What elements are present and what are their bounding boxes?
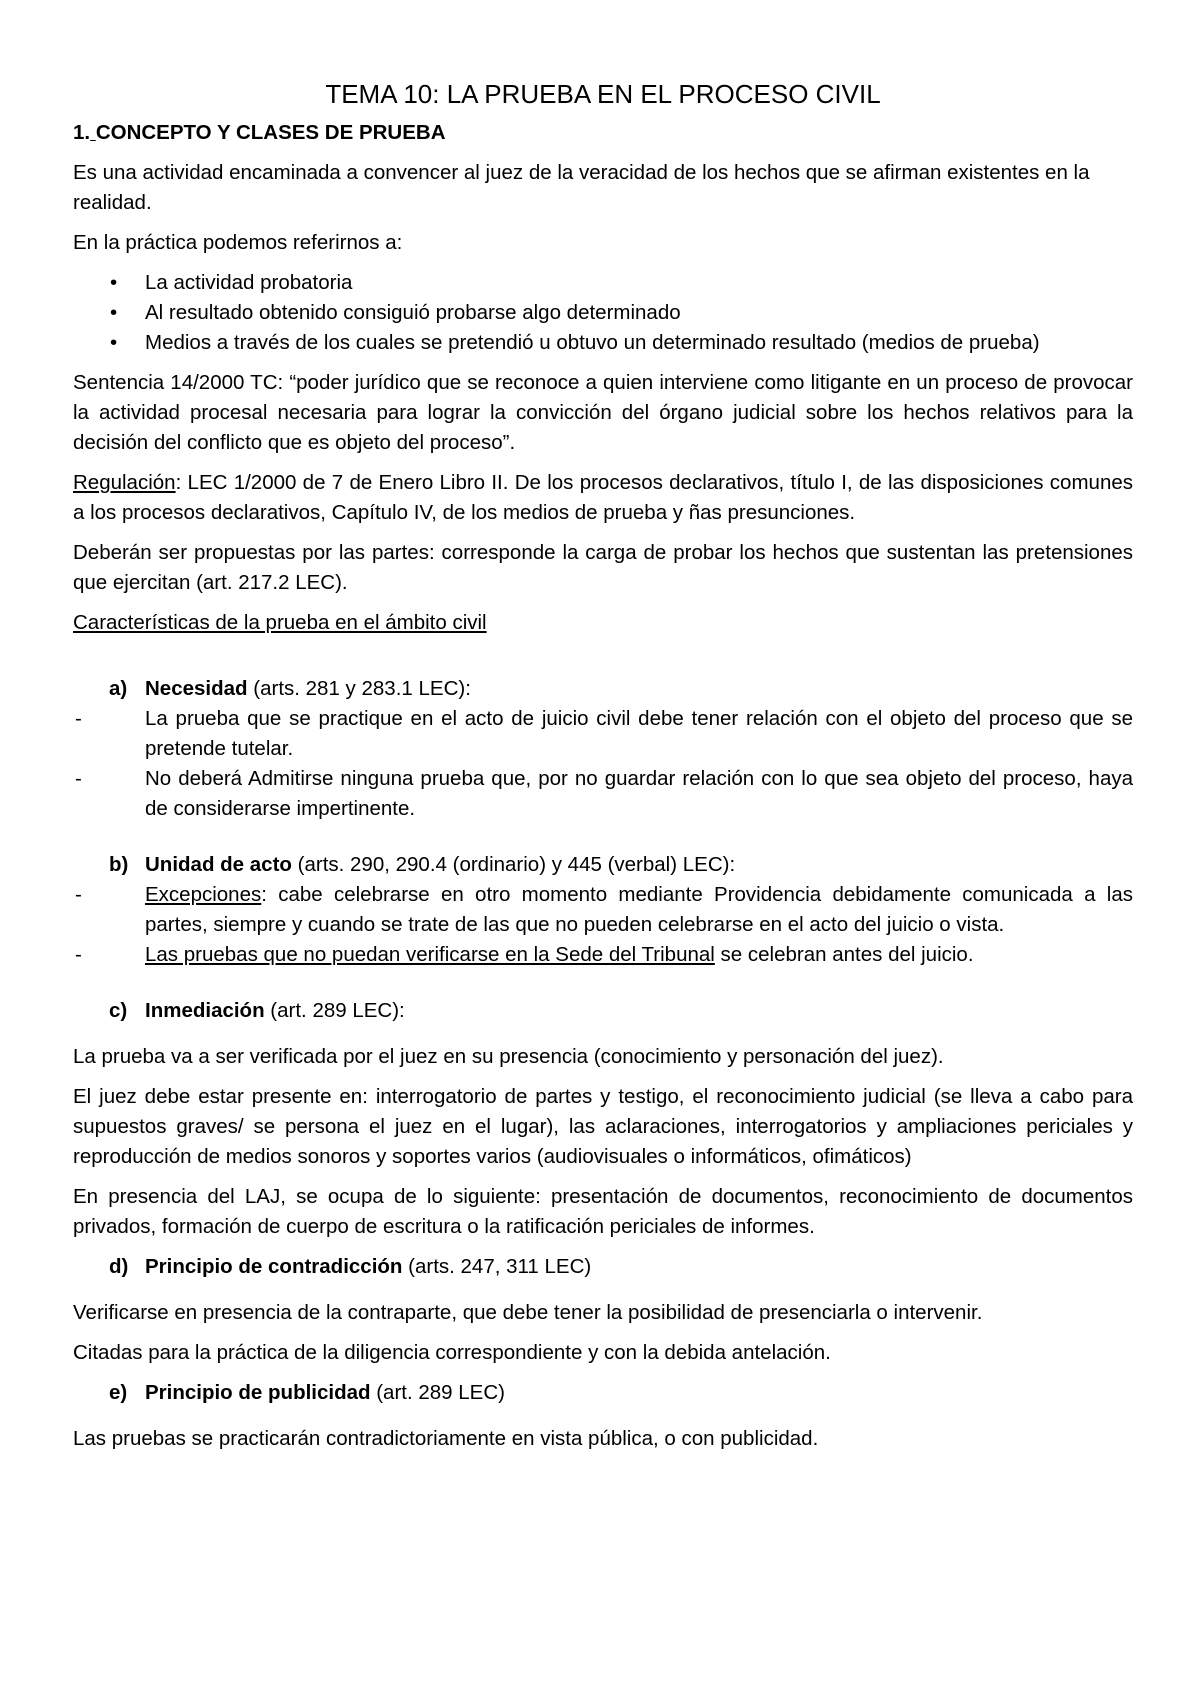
item-name: Necesidad — [145, 677, 248, 700]
list-item — [110, 268, 1133, 298]
spacer — [73, 648, 1133, 674]
caracteristicas-heading: Características de la prueba en el ámbito civil — [73, 611, 487, 634]
sentencia-paragraph: Sentencia 14/2000 TC: “poder jurídico que se reconoce a quien interviene como litigante en un proceso de provocar la actividad procesal necesaria para lograr la convicción del órgano judicial sobre los hechos relativos para la decisión del conflicto que es objeto del proceso”. — [73, 371, 1133, 454]
item-marker: d) — [109, 1255, 129, 1278]
document-body — [73, 76, 1133, 1464]
regulacion-label: Regulación — [73, 471, 176, 494]
item-name: Principio de contradicción — [145, 1255, 403, 1278]
regulacion-paragraph — [73, 468, 1133, 528]
dash-text: No deberá Admitirse ninguna prueba que, por no guardar relación con lo que sea objeto del proceso, haya de considerarse impertinente. — [145, 767, 1133, 820]
section-number: 1. — [73, 121, 91, 144]
contradiccion-paragraph-2: Citadas para la práctica de la diligencia correspondiente y con la debida antelación. — [73, 1341, 831, 1364]
dash-icon: - — [75, 883, 82, 906]
item-d — [73, 1252, 1133, 1282]
item-ref: (art. 289 LEC) — [370, 1381, 505, 1404]
item-name: Inmediación — [145, 999, 265, 1022]
dash-item — [73, 940, 1133, 970]
dash-icon: - — [75, 707, 82, 730]
section-heading — [73, 118, 1133, 148]
regulacion-text: : LEC 1/2000 de 7 de Enero Libro II. De los procesos declarativos, título I, de las disposiciones comunes a los procesos declarativos, Capítulo IV, de los medios de prueba y ñas presunciones. — [73, 471, 1133, 524]
contradiccion-paragraph-1: Verificarse en presencia de la contraparte, que debe tener la posibilidad de presenciarla o intervenir. — [73, 1301, 983, 1324]
item-c — [73, 996, 1133, 1026]
publicidad-paragraph-1: Las pruebas se practicarán contradictoriamente en vista pública, o con publicidad. — [73, 1427, 819, 1450]
item-marker: a) — [109, 677, 128, 700]
item-ref: (art. 289 LEC): — [264, 999, 405, 1022]
list-item — [110, 328, 1133, 358]
bullet-icon: • — [110, 331, 118, 354]
inmediacion-paragraph-1: La prueba va a ser verificada por el juez en su presencia (conocimiento y personación del juez). — [73, 1045, 944, 1068]
list-item-text: Medios a través de los cuales se pretendió u obtuvo un determinado resultado (medios de prueba) — [145, 331, 1040, 354]
practice-lead: En la práctica podemos referirnos a: — [73, 231, 403, 254]
item-name: Unidad de acto — [145, 853, 292, 876]
list-item-text: Al resultado obtenido consiguió probarse algo determinado — [145, 301, 681, 324]
bullet-icon: • — [110, 301, 118, 324]
intro-paragraph: Es una actividad encaminada a convencer al juez de la veracidad de los hechos que se afirman existentes en la realidad. — [73, 161, 1090, 214]
item-ref: (arts. 247, 311 LEC) — [402, 1255, 592, 1278]
item-e — [73, 1378, 1133, 1408]
bullet-icon: • — [110, 271, 118, 294]
list-item — [110, 298, 1133, 328]
spacer — [73, 970, 1133, 996]
dash-item — [73, 704, 1133, 764]
dash-label: Excepciones — [145, 883, 262, 906]
item-ref: (arts. 281 y 283.1 LEC): — [247, 677, 471, 700]
dash-item — [73, 880, 1133, 940]
deberan-paragraph: Deberán ser propuestas por las partes: corresponde la carga de probar los hechos que sustentan las pretensiones que ejercitan (art. 217.2 LEC). — [73, 541, 1133, 594]
page-title: TEMA 10: LA PRUEBA EN EL PROCESO CIVIL — [325, 79, 881, 109]
dash-text: se celebran antes del juicio. — [714, 943, 974, 966]
dash-label: Las pruebas que no puedan verificarse en la Sede del Tribunal — [145, 943, 715, 966]
item-marker: e) — [109, 1381, 128, 1404]
dash-text: : cabe celebrarse en otro momento mediante Providencia debidamente comunicada a las partes, siempre y cuando se trate de las que no pueden celebrarse en el acto del juicio o vista. — [145, 883, 1133, 936]
inmediacion-paragraph-3: En presencia del LAJ, se ocupa de lo siguiente: presentación de documentos, reconocimiento de documentos privados, formación de cuerpo de escritura o la ratificación periciales de informes. — [73, 1185, 1133, 1238]
item-b — [73, 850, 1133, 880]
list-item-text: La actividad probatoria — [145, 271, 353, 294]
dash-icon: - — [75, 767, 82, 790]
spacer — [73, 824, 1133, 850]
dash-item — [73, 764, 1133, 824]
item-name: Principio de publicidad — [145, 1381, 371, 1404]
dash-text: La prueba que se practique en el acto de juicio civil debe tener relación con el objeto del proceso que se pretende tutelar. — [145, 707, 1133, 760]
item-ref: (arts. 290, 290.4 (ordinario) y 445 (verbal) LEC): — [291, 853, 736, 876]
inmediacion-paragraph-2: El juez debe estar presente en: interrogatorio de partes y testigo, el reconocimiento judicial (se lleva a cabo para supuestos graves/ se persona el juez en el lugar), las aclaraciones, interrogatorios y ampliaciones periciales y reproducción de medios sonoros y soportes varios (audiovisuales o informáticos, ofimáticos) — [73, 1085, 1133, 1168]
item-marker: c) — [109, 999, 128, 1022]
section-title: CONCEPTO Y CLASES DE PRUEBA — [95, 121, 446, 144]
bullet-list — [73, 268, 1133, 358]
dash-icon: - — [75, 943, 82, 966]
item-marker: b) — [109, 853, 129, 876]
item-a — [73, 674, 1133, 704]
